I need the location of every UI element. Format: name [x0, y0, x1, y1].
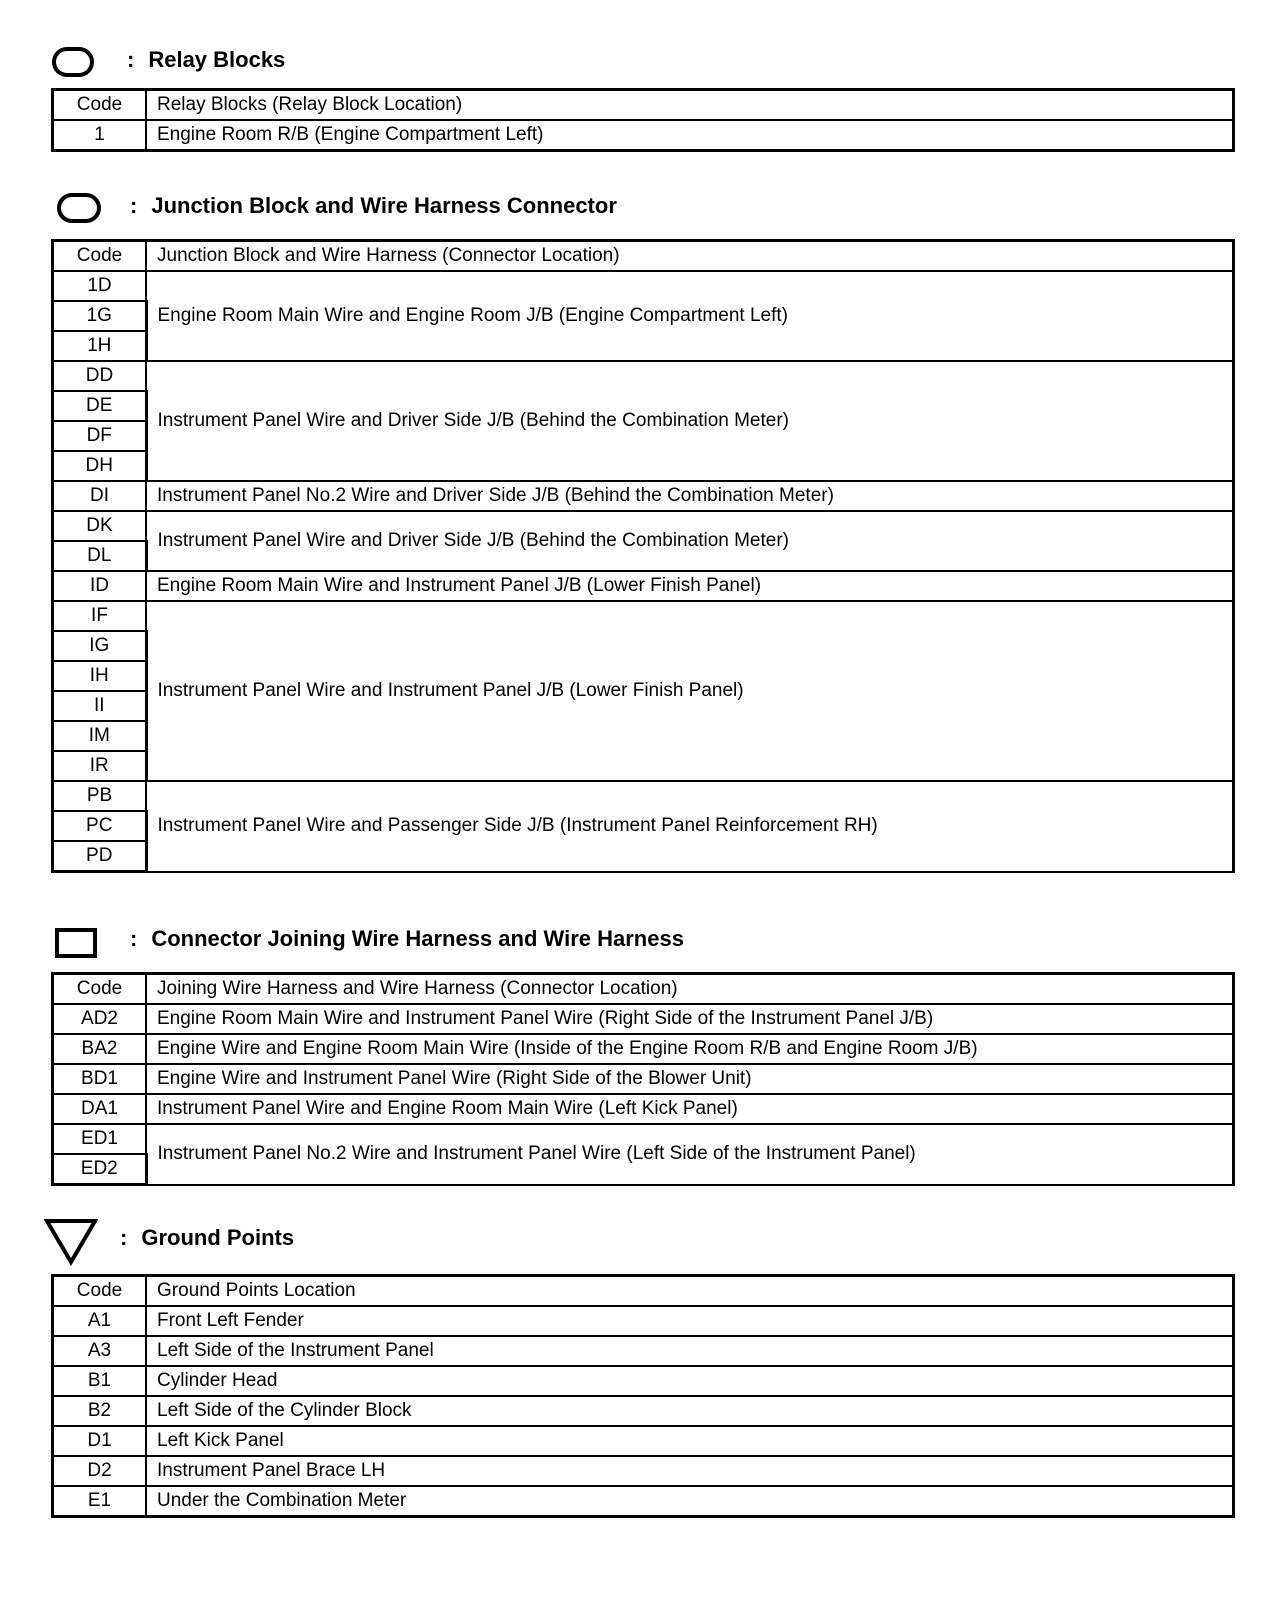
section-title: : Connector Joining Wire Harness and Wire Harness	[130, 926, 684, 951]
table-row	[53, 361, 1234, 391]
table-row	[53, 1366, 1234, 1396]
location-cell: Engine Room Main Wire and Instrument Panel J/B (Lower Finish Panel)	[146, 571, 1234, 601]
code-cell: ED2	[53, 1154, 147, 1185]
code-cell: ED1	[53, 1124, 147, 1154]
code-cell: D1	[53, 1426, 147, 1456]
location-cell: Instrument Panel Brace LH	[146, 1456, 1234, 1486]
code-cell: BD1	[53, 1064, 147, 1094]
code-cell: 1	[53, 120, 147, 151]
location-cell: Instrument Panel Wire and Driver Side J/B (Behind the Combination Meter)	[146, 361, 1234, 481]
code-cell: IG	[53, 631, 147, 661]
code-cell: AD2	[53, 1004, 147, 1034]
table-header-row	[53, 974, 1234, 1005]
code-cell: A1	[53, 1306, 147, 1336]
table-row	[53, 271, 1234, 301]
location-cell: Instrument Panel Wire and Engine Room Main Wire (Left Kick Panel)	[146, 1094, 1234, 1124]
code-cell: 1G	[53, 301, 147, 331]
ground-points-table	[51, 1274, 1235, 1518]
relay-blocks-heading	[0, 40, 600, 80]
location-cell: Under the Combination Meter	[146, 1486, 1234, 1517]
section-title: : Ground Points	[120, 1225, 295, 1250]
relay-blocks-table	[51, 88, 1235, 152]
ground-points-heading	[0, 1216, 600, 1268]
table-row	[53, 1306, 1234, 1336]
code-cell: PB	[53, 781, 147, 811]
table-row	[53, 481, 1234, 511]
table-row	[53, 1064, 1234, 1094]
table-row	[53, 1336, 1234, 1366]
code-column-header: Code	[53, 1276, 147, 1307]
code-cell: D2	[53, 1456, 147, 1486]
section-title: : Relay Blocks	[127, 47, 286, 72]
code-cell: E1	[53, 1486, 147, 1517]
code-cell: A3	[53, 1336, 147, 1366]
table-header-row	[53, 90, 1234, 121]
connector-joining-heading	[0, 921, 800, 961]
code-cell: ID	[53, 571, 147, 601]
junction-block-table	[51, 239, 1235, 873]
code-cell: B2	[53, 1396, 147, 1426]
code-cell: PC	[53, 811, 147, 841]
table-row	[53, 1034, 1234, 1064]
location-cell: Engine Room Main Wire and Engine Room J/B (Engine Compartment Left)	[146, 271, 1234, 361]
code-cell: IH	[53, 661, 147, 691]
table-row	[53, 1396, 1234, 1426]
location-cell: Engine Wire and Instrument Panel Wire (Right Side of the Blower Unit)	[146, 1064, 1234, 1094]
code-cell: B1	[53, 1366, 147, 1396]
table-row	[53, 571, 1234, 601]
location-column-header: Relay Blocks (Relay Block Location)	[146, 90, 1234, 121]
table-row	[53, 120, 1234, 151]
code-cell: DD	[53, 361, 147, 391]
section-title: : Junction Block and Wire Harness Connector	[130, 193, 617, 218]
table-row	[53, 1426, 1234, 1456]
code-cell: DL	[53, 541, 147, 571]
table-row	[53, 1486, 1234, 1517]
square-icon	[55, 928, 97, 958]
code-cell: IM	[53, 721, 147, 751]
rounded-rect-icon	[52, 47, 94, 77]
table-header-row	[53, 1276, 1234, 1307]
code-column-header: Code	[53, 974, 147, 1005]
location-cell: Instrument Panel No.2 Wire and Instrument Panel Wire (Left Side of the Instrument Panel)	[146, 1124, 1234, 1185]
code-cell: PD	[53, 841, 147, 872]
location-cell: Left Side of the Instrument Panel	[146, 1336, 1234, 1366]
location-cell: Instrument Panel Wire and Driver Side J/B (Behind the Combination Meter)	[146, 511, 1234, 571]
location-cell: Instrument Panel Wire and Passenger Side J/B (Instrument Panel Reinforcement RH)	[146, 781, 1234, 872]
table-row	[53, 1124, 1234, 1154]
location-cell: Cylinder Head	[146, 1366, 1234, 1396]
location-column-header: Joining Wire Harness and Wire Harness (Connector Location)	[146, 974, 1234, 1005]
location-cell: Instrument Panel Wire and Instrument Panel J/B (Lower Finish Panel)	[146, 601, 1234, 781]
code-cell: BA2	[53, 1034, 147, 1064]
location-column-header: Junction Block and Wire Harness (Connector Location)	[146, 241, 1234, 272]
triangle-down-icon	[44, 1218, 98, 1266]
location-cell: Left Side of the Cylinder Block	[146, 1396, 1234, 1426]
code-cell: DK	[53, 511, 147, 541]
location-cell: Left Kick Panel	[146, 1426, 1234, 1456]
code-column-header: Code	[53, 241, 147, 272]
location-cell: Engine Room Main Wire and Instrument Panel Wire (Right Side of the Instrument Panel J/B)	[146, 1004, 1234, 1034]
code-cell: 1H	[53, 331, 147, 361]
rounded-rect-icon	[57, 193, 101, 223]
location-cell: Engine Wire and Engine Room Main Wire (Inside of the Engine Room R/B and Engine Room J/B)	[146, 1034, 1234, 1064]
table-row	[53, 601, 1234, 631]
table-row	[53, 1456, 1234, 1486]
code-cell: DI	[53, 481, 147, 511]
code-cell: IR	[53, 751, 147, 781]
location-cell: Instrument Panel No.2 Wire and Driver Side J/B (Behind the Combination Meter)	[146, 481, 1234, 511]
location-column-header: Ground Points Location	[146, 1276, 1234, 1307]
table-header-row	[53, 241, 1234, 272]
code-cell: 1D	[53, 271, 147, 301]
code-column-header: Code	[53, 90, 147, 121]
code-cell: DA1	[53, 1094, 147, 1124]
code-cell: DF	[53, 421, 147, 451]
code-cell: II	[53, 691, 147, 721]
location-cell: Front Left Fender	[146, 1306, 1234, 1336]
table-row	[53, 1094, 1234, 1124]
code-cell: DE	[53, 391, 147, 421]
table-row	[53, 781, 1234, 811]
junction-block-heading	[0, 187, 800, 227]
location-cell: Engine Room R/B (Engine Compartment Left)	[146, 120, 1234, 151]
code-cell: DH	[53, 451, 147, 481]
table-row	[53, 511, 1234, 541]
table-row	[53, 1004, 1234, 1034]
code-cell: IF	[53, 601, 147, 631]
connector-joining-table	[51, 972, 1235, 1186]
